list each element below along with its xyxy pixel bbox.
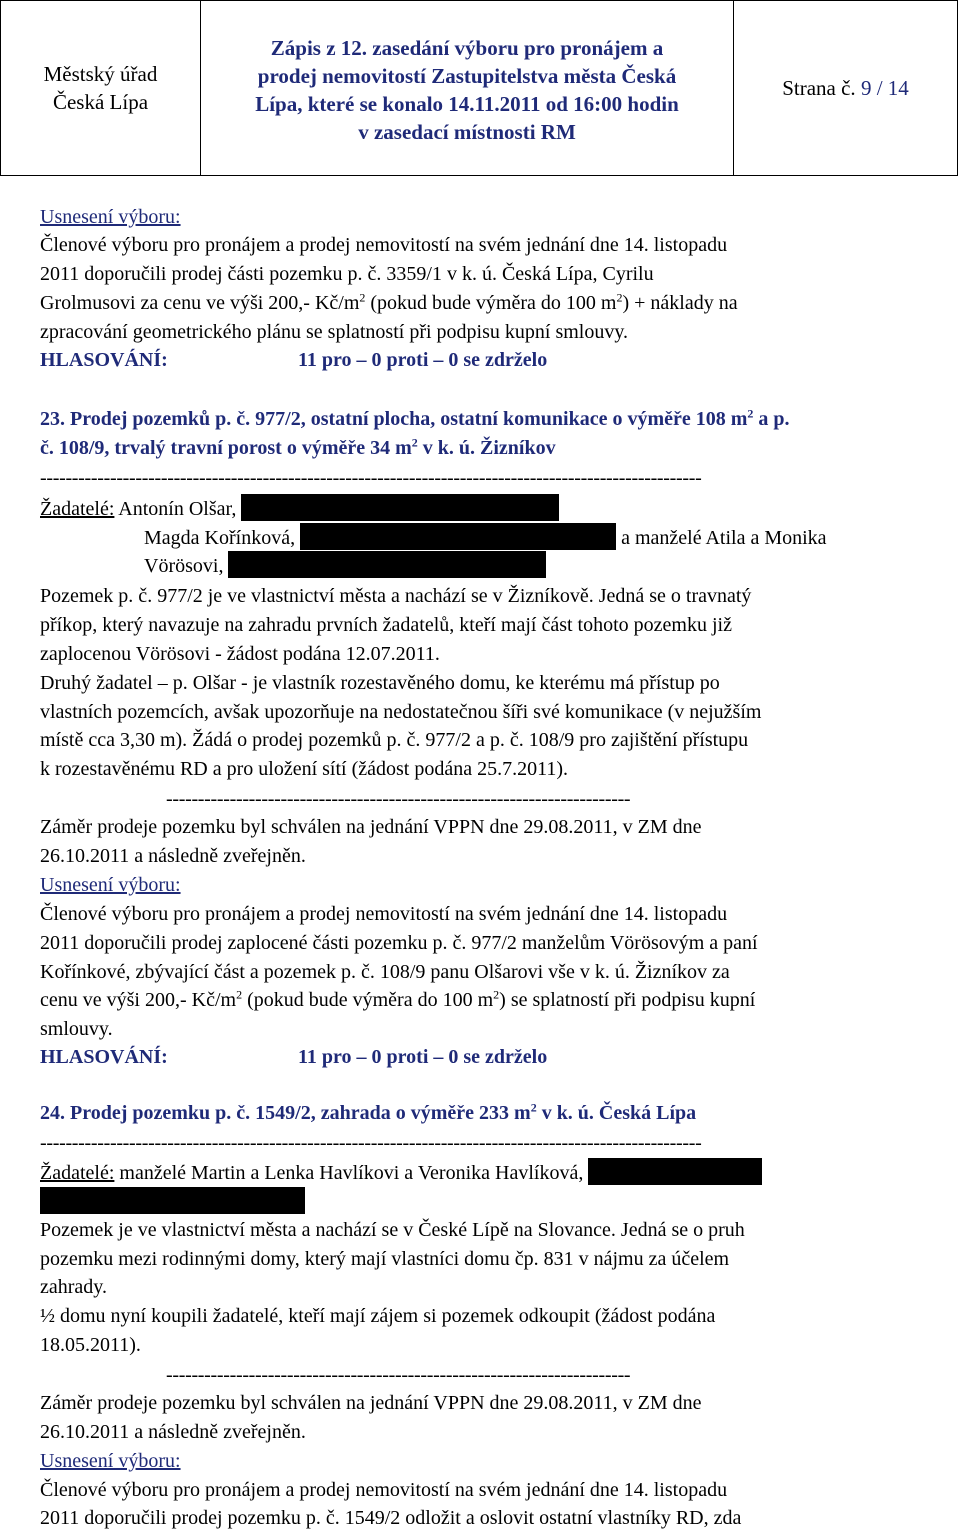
paragraph-line: 26.10.2011 a následně zveřejněn. (40, 845, 306, 867)
paragraph-line: Členové výboru pro pronájem a prodej nemovitostí na svém jednání dne 14. listopadu (40, 234, 728, 256)
office-city: Česká Lípa (52, 90, 149, 114)
paragraph-line: 2011 doporučili prodej zaplocené části pozemku p. č. 977/2 manželům Vörösovým a paní (40, 932, 758, 954)
paragraph-line: místě cca 3,30 m). Žádá o prodej pozemků p. č. 977/2 a p. č. 108/9 pro zajištění přístupu (40, 729, 749, 751)
title-line-2: prodej nemovitostí Zastupitelstva města Česká (257, 64, 677, 88)
paragraph-line: Členové výboru pro pronájem a prodej nemovitostí na svém jednání dne 14. listopadu (40, 1479, 728, 1501)
paragraph-line: zaplocenou Vörösovi - žádost podána 12.07.2011. (40, 643, 440, 665)
divider: -------------------------------------------------------------------------------------------------------- (40, 1132, 702, 1154)
paragraph-line: ½ domu nyní koupili žadatelé, kteří mají zájem si pozemek odkoupit (žádost podána (40, 1305, 716, 1327)
page-label: Strana č. (782, 75, 856, 100)
divider: ------------------------------------------------------------------------- (166, 788, 631, 810)
paragraph-line: k rozestavěnému RD a pro uložení sítí (žádost podána 25.7.2011). (40, 758, 569, 780)
paragraph-line: 2011 doporučili prodej pozemku p. č. 1549/2 odložit a oslovit ostatní vlastníky RD, zda (40, 1507, 742, 1529)
paragraph-line: Grolmusovi za cenu ve výši 200,- $Kč/m^2$ (pokud bude výměra do 100 $m^2$) + náklady na (40, 290, 738, 314)
redaction-block (40, 1187, 305, 1214)
paragraph-line: 18.05.2011). (40, 1334, 141, 1356)
item-heading: 23. Prodej pozemků p. č. 977/2, ostatní plocha, ostatní komunikace o výměře 108 $m^2$ a p. (40, 406, 790, 430)
resolution-heading: Usnesení výboru: (40, 206, 181, 228)
title-cell (201, 1, 734, 175)
vote-result: 11 pro – 0 proti – 0 se zdrželo (298, 1046, 548, 1068)
resolution-heading: Usnesení výboru: (40, 1450, 181, 1472)
title-line-4: v zasedací místnosti RM (358, 120, 576, 144)
redaction-block (228, 551, 546, 578)
paragraph-line: Členové výboru pro pronájem a prodej nemovitostí na svém jednání dne 14. listopadu (40, 903, 728, 925)
divider: -------------------------------------------------------------------------------------------------------- (40, 467, 702, 489)
document-header (0, 0, 958, 176)
resolution-heading: Usnesení výboru: (40, 874, 181, 896)
paragraph-line: Pozemek p. č. 977/2 je ve vlastnictví města a nachází se v Žizníkově. Jedná se o travnatý (40, 585, 752, 607)
applicants-line: Žadatelé: Antonín Olšar, (40, 494, 559, 523)
paragraph-line: smlouvy. (40, 1018, 113, 1040)
redaction-block (300, 523, 616, 550)
applicants-line: Magda Kořínková, a manželé Atila a Monika (144, 523, 827, 552)
divider: ------------------------------------------------------------------------- (166, 1364, 631, 1386)
title-line-3: Lípa, které se konalo 14.11.2011 od 16:00 hodin (255, 92, 679, 116)
office-cell (1, 1, 201, 175)
item-heading: 24. Prodej pozemku p. č. 1549/2, zahrada o výměře 233 $m^2$ v k. ú. Česká Lípa (40, 1100, 697, 1124)
redaction-block (241, 494, 559, 521)
page-number: 9 / 14 (860, 75, 909, 100)
paragraph-line: Záměr prodeje pozemku byl schválen na jednání VPPN dne 29.08.2011, v ZM dne (40, 816, 702, 838)
item-heading-cont: č. 108/9, trvalý travní porost o výměře 34 $m^2$ v k. ú. Žizníkov (40, 435, 556, 459)
paragraph-line: zpracování geometrického plánu se splatností při podpisu kupní smlouvy. (40, 321, 629, 343)
office-name: Městský úřad (43, 62, 158, 86)
vote-label: HLASOVÁNÍ: (40, 1046, 168, 1068)
page-number-cell (734, 1, 957, 175)
paragraph-line: příkop, který navazuje na zahradu prvních žadatelů, kteří mají část tohoto pozemku již (40, 614, 732, 636)
vote-result: 11 pro – 0 proti – 0 se zdrželo (298, 349, 548, 371)
paragraph-line: cenu ve výši 200,- $Kč/m^2$ (pokud bude výměra do 100 $m^2$) se splatností při podpisu kupní (40, 987, 756, 1011)
applicants-line: Vörösovi, (144, 551, 546, 580)
paragraph-line: Pozemek je ve vlastnictví města a nachází se v České Lípě na Slovance. Jedná se o pruh (40, 1219, 745, 1241)
paragraph-line: pozemku mezi rodinnými domy, který mají vlastníci domu čp. 831 v nájmu za účelem (40, 1248, 730, 1270)
paragraph-line: 2011 doporučili prodej části pozemku p. č. 3359/1 v k. ú. Česká Lípa, Cyrilu (40, 263, 654, 285)
paragraph-line: Druhý žadatel – p. Olšar - je vlastník rozestavěného domu, ke kterému má přístup po (40, 672, 720, 694)
vote-label: HLASOVÁNÍ: (40, 349, 168, 371)
paragraph-line: vlastních pozemcích, avšak upozorňuje na nedostatečnou šíři své komunikace (v nejužším (40, 701, 762, 723)
redaction-block (588, 1158, 762, 1185)
paragraph-line: 26.10.2011 a následně zveřejněn. (40, 1421, 306, 1443)
paragraph-line: Záměr prodeje pozemku byl schválen na jednání VPPN dne 29.08.2011, v ZM dne (40, 1392, 702, 1414)
paragraph-line: Kořínkové, zbývající část a pozemek p. č. 108/9 panu Olšarovi vše v k. ú. Žizníkov za (40, 961, 730, 983)
title-line-1: Zápis z 12. zasedání výboru pro pronájem a (270, 36, 664, 60)
applicants-line: Žadatelé: manželé Martin a Lenka Havlíkovi a Veronika Havlíková, (40, 1158, 762, 1187)
applicants-line (40, 1187, 305, 1216)
paragraph-line: zahrady. (40, 1276, 107, 1298)
